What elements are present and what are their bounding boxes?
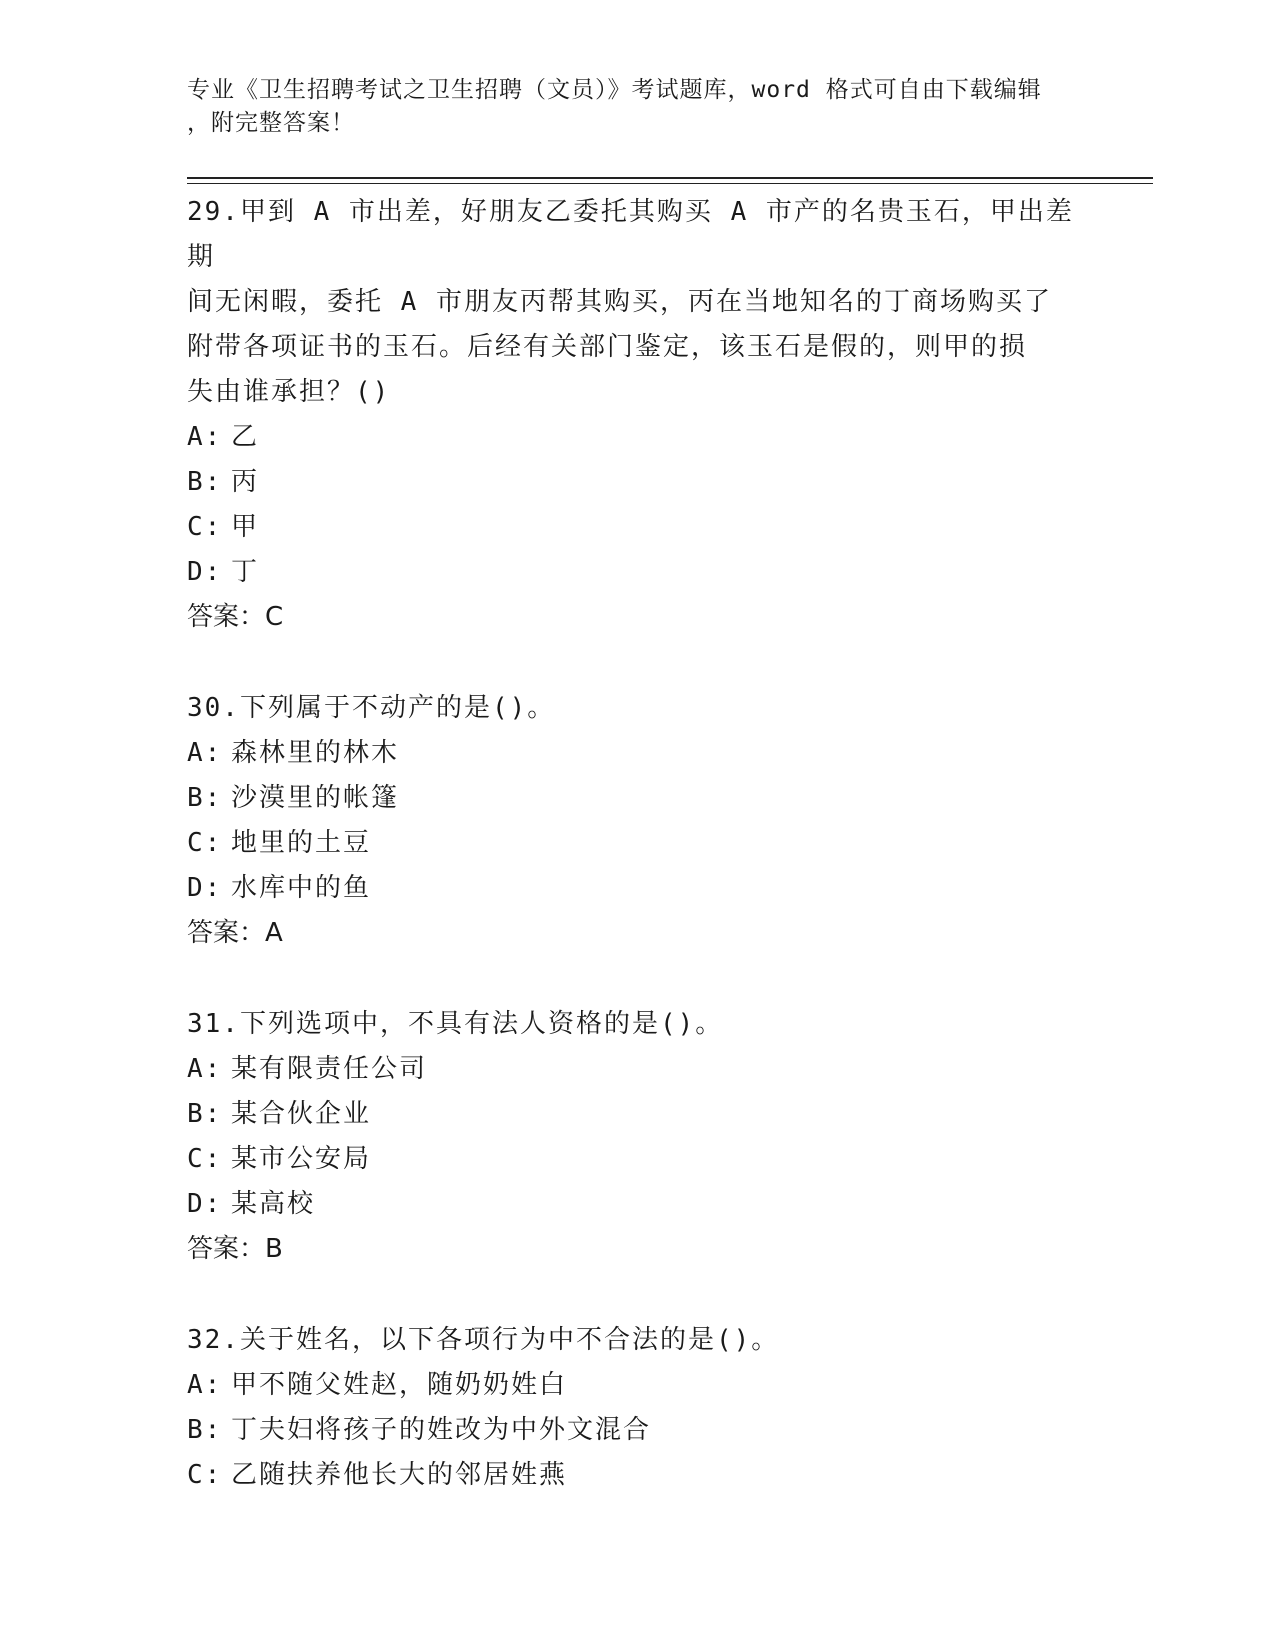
question-spacer <box>187 1272 1087 1318</box>
option-text: 丙 <box>231 467 260 497</box>
option-text: 乙随扶养他长大的邻居姓燕 <box>231 1460 568 1490</box>
option-d <box>187 866 1087 911</box>
option-a <box>187 1363 1087 1408</box>
question-text-line: 30.下列属于不动产的是()。 <box>187 693 556 723</box>
option-letter: D: <box>187 1189 223 1219</box>
option-text: 森林里的林木 <box>231 738 400 768</box>
option-b <box>187 460 1087 505</box>
question-29 <box>187 190 1087 640</box>
answer-line: 答案：C <box>187 602 284 632</box>
option-letter: C: <box>187 1460 223 1490</box>
option-d <box>187 1182 1087 1227</box>
option-letter: B: <box>187 1415 223 1445</box>
option-b <box>187 1408 1087 1453</box>
option-text: 乙 <box>231 422 260 452</box>
option-letter: B: <box>187 467 223 497</box>
option-a <box>187 1047 1087 1092</box>
option-letter: D: <box>187 557 223 587</box>
option-text: 丁夫妇将孩子的姓改为中外文混合 <box>231 1415 652 1445</box>
question-text-line: 间无闲暇，委托 A 市朋友丙帮其购买，丙在当地知名的丁商场购买了 <box>187 287 1052 317</box>
option-c <box>187 1137 1087 1182</box>
option-letter: A: <box>187 1370 223 1400</box>
option-letter: D: <box>187 873 223 903</box>
question-32 <box>187 1318 1087 1498</box>
option-text: 地里的土豆 <box>231 828 372 858</box>
option-text: 某高校 <box>231 1189 316 1219</box>
question-text-line: 失由谁承担？() <box>187 377 391 407</box>
answer-line: 答案：B <box>187 1234 283 1264</box>
question-text-line: 32.关于姓名，以下各项行为中不合法的是()。 <box>187 1325 780 1355</box>
answer-line: 答案：A <box>187 918 283 948</box>
option-text: 沙漠里的帐篷 <box>231 783 400 813</box>
option-text: 丁 <box>231 557 260 587</box>
option-c <box>187 1453 1087 1498</box>
question-30 <box>187 686 1087 956</box>
question-spacer <box>187 956 1087 1002</box>
header-divider-thin <box>187 183 1153 184</box>
question-text-line: 29.甲到 A 市出差，好朋友乙委托其购买 A 市产的名贵玉石，甲出差期 <box>187 197 1074 272</box>
header-line-2: ，附完整答案！ <box>187 110 355 136</box>
option-letter: A: <box>187 1054 223 1084</box>
option-a <box>187 731 1087 776</box>
option-text: 甲 <box>231 512 260 542</box>
question-list <box>187 190 1087 1498</box>
option-a <box>187 415 1087 460</box>
option-letter: C: <box>187 828 223 858</box>
option-letter: C: <box>187 1144 223 1174</box>
option-text: 某有限责任公司 <box>231 1054 428 1084</box>
option-letter: B: <box>187 1099 223 1129</box>
option-letter: C: <box>187 512 223 542</box>
document-header <box>187 74 1087 140</box>
option-d <box>187 550 1087 595</box>
question-spacer <box>187 640 1087 686</box>
option-b <box>187 1092 1087 1137</box>
option-letter: B: <box>187 783 223 813</box>
option-letter: A: <box>187 422 223 452</box>
question-31 <box>187 1002 1087 1272</box>
option-text: 水库中的鱼 <box>231 873 372 903</box>
header-divider-thick <box>187 177 1153 179</box>
header-line-1: 专业《卫生招聘考试之卫生招聘（文员）》考试题库，word 格式可自由下载编辑 <box>187 77 1042 103</box>
option-letter: A: <box>187 738 223 768</box>
option-text: 甲不随父姓赵，随奶奶姓白 <box>231 1370 568 1400</box>
option-c <box>187 505 1087 550</box>
question-text-line: 附带各项证书的玉石。后经有关部门鉴定，该玉石是假的，则甲的损 <box>187 332 1028 362</box>
option-c <box>187 821 1087 866</box>
option-text: 某合伙企业 <box>231 1099 372 1129</box>
question-text-line: 31.下列选项中，不具有法人资格的是()。 <box>187 1009 724 1039</box>
option-b <box>187 776 1087 821</box>
option-text: 某市公安局 <box>231 1144 372 1174</box>
